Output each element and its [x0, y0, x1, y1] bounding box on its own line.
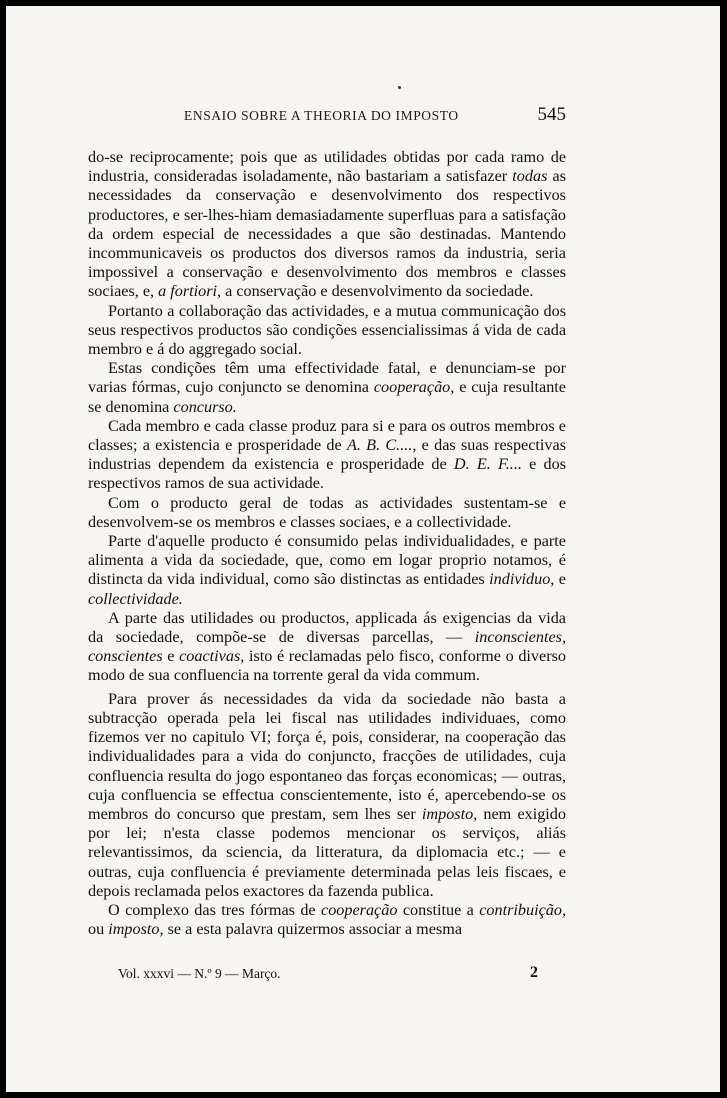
- italic-run: A. B. C....,: [346, 436, 417, 455]
- text-run: ou: [88, 920, 109, 939]
- italic-run: cooperação,: [373, 378, 455, 397]
- text-run: A parte das utilidades ou productos, applicada ás exigencias da vida da sociedade, compõe-se de diversas parcellas, —: [88, 608, 566, 647]
- text-run: Portanto a collaboração das actividades, e a mutua communicação dos seus respectivos productos são condições essencialissimas á vida de cada membro e á do aggregado social.: [88, 301, 566, 359]
- text-run: Para prover ás necessidades da vida da sociedade não basta a subtracção operada pela lei fiscal nas utilidades individuaes, como fizemos ver no capitulo VI; força é, pois, considerar, na cooperação das individualidades para a vida do conjuncto, fracções de utilidades, cuja confluencia resulta do jogo espontaneo das forças economicas; — outras, cuja confluencia se effectua conscientemente, isto é, apercebendo-se os membros do concurso que prestam, sem lhes ser: [88, 689, 566, 823]
- text-run: isto é reclamadas pelo fisco, conforme o diverso modo de sua confluencia na torrente geral da vida commum.: [88, 647, 566, 685]
- text-run: do-se reciprocamente; pois que as utilidades obtidas por cada ramo de industria, consideradas isoladamente, não bastariam a satisfazer: [88, 148, 566, 186]
- italic-run: D. E. F....: [453, 455, 522, 474]
- print-speck: [398, 86, 401, 89]
- text-run: Estas condições têm uma effectividade fatal, e denunciam-se por varias fórmas, cujo conjuncto se denomina: [88, 359, 566, 397]
- text-run: constitue a: [397, 900, 480, 919]
- sheet-mark: 2: [530, 964, 538, 981]
- paragraph: [88, 494, 566, 532]
- text-run: nem exigido por lei; n'esta classe podemos mencionar os serviços, aliás relevantissimos, da sciencia, da litteratura, da diplomacia etc.; — e outras, cuja confluencia é previamente determinada pelas leis fiscaes, e depois reclamada pelos exactores da fazenda publica.: [88, 804, 566, 900]
- text-run: as necessidades da conservação e desenvolvimento dos respectivos productores, e ser-lhes-hiam demasiadamente superfluas para a satisfação da ordem especial de necessidades a que são destinadas. Mantendo incommunicaveis os productos dos diversos ramos da industria, seria impossivel a conservação e desenvolvimento dos membros e classes sociaes, e,: [88, 167, 567, 301]
- italic-run: inconscientes, conscientes: [88, 628, 566, 666]
- text-run: O complexo das tres fórmas de: [108, 900, 322, 919]
- italic-run: imposto,: [108, 920, 164, 939]
- text-run: se a esta palavra quizermos associar a mesma: [163, 920, 463, 939]
- text-run: e: [554, 570, 566, 589]
- paragraph: [88, 901, 566, 939]
- italic-run: todas: [512, 167, 548, 186]
- paragraph: [88, 532, 566, 609]
- italic-run: collectividade.: [88, 589, 183, 608]
- book-page: [6, 6, 720, 1092]
- text-run: Cada membro e cada classe produz para si e para os outros membros e classes; a existencia e prosperidade de: [88, 416, 566, 455]
- italic-run: imposto,: [421, 804, 478, 823]
- italic-run: cooperação: [321, 900, 398, 919]
- italic-run: individuo,: [489, 570, 555, 589]
- paragraph: [88, 302, 566, 360]
- running-title: ENSAIO SOBRE A THEORIA DO IMPOSTO: [184, 108, 459, 123]
- footer: [118, 966, 538, 986]
- text-run: e das suas respectivas industrias dependem da existencia e prosperidade de: [88, 436, 566, 474]
- text-run: Com o producto geral de todas as actividades sustentam-se e desenvolvem-se os membros e classes sociaes, e a collectividade.: [88, 493, 566, 531]
- text-run: a conservação e desenvolvimento da sociedade.: [221, 282, 534, 301]
- italic-run: concurso.: [173, 397, 237, 416]
- body-text: [88, 148, 566, 939]
- paragraph: [88, 609, 566, 686]
- text-run: e: [162, 647, 180, 666]
- paragraph: [88, 359, 566, 417]
- italic-run: contribuição,: [479, 900, 566, 919]
- italic-run: a fortiori,: [158, 282, 222, 301]
- page-number: 545: [537, 104, 566, 125]
- volume-line: Vol. xxxvi — N.º 9 — Março.: [118, 966, 281, 981]
- italic-run: coactivas,: [179, 647, 245, 666]
- text-run: e dos respectivos ramos de sua actividade.: [88, 455, 566, 493]
- paragraph: [88, 417, 566, 494]
- text-run: Parte d'aquelle producto é consumido pelas individualidades, e parte alimenta a vida da sociedade, que, como em logar proprio notamos, é distincta da vida individual, como são distinctas as entidades: [88, 532, 566, 589]
- paragraph: [88, 148, 566, 302]
- running-header: [6, 106, 720, 132]
- text-run: e cuja resultante se denomina: [88, 378, 566, 416]
- paragraph: [88, 690, 566, 901]
